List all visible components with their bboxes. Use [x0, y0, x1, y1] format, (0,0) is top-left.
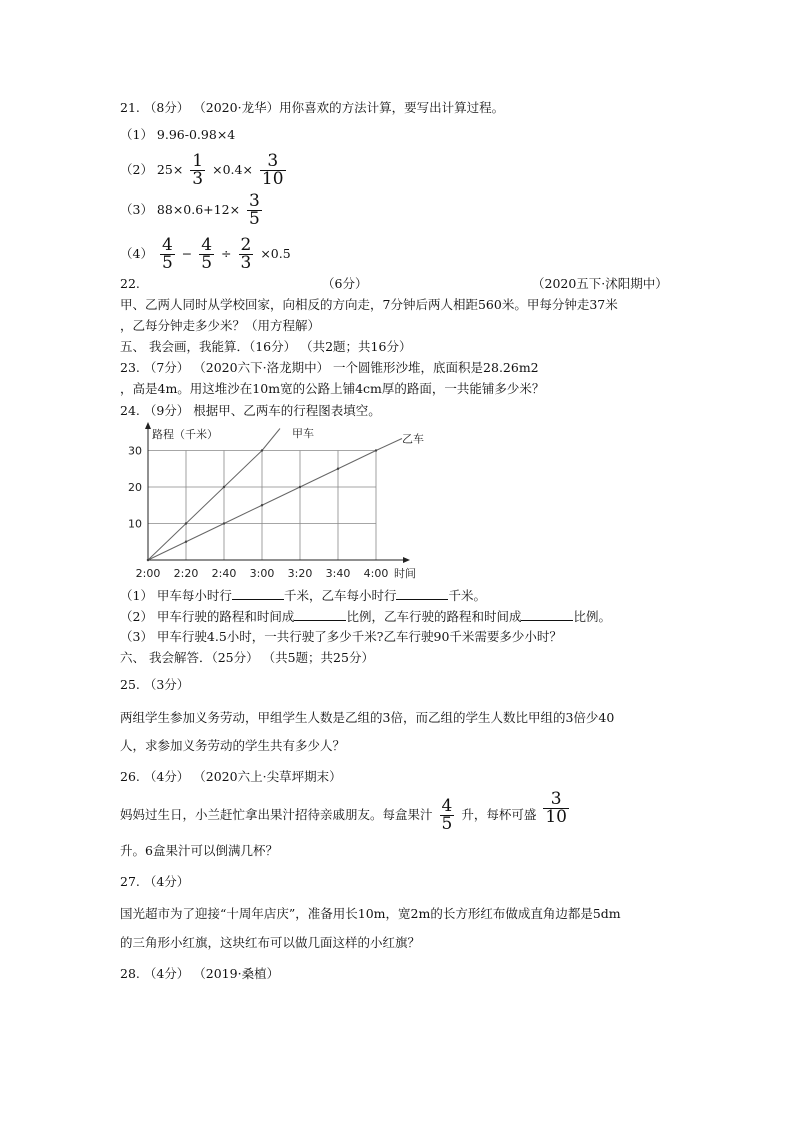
q25-header: 25. （3分） [120, 677, 190, 692]
q24-sub2: （2） 甲车行驶的路程和时间成 比例，乙车行驶的路程和时间成 比例。 [120, 609, 611, 624]
answer-blank[interactable] [232, 587, 284, 600]
fraction: $\frac{3}{10}$ [545, 789, 567, 827]
x-tick-label: 4:00 [363, 567, 389, 580]
q28-header: 28. （4分） （2019·桑植） [120, 966, 280, 981]
x-tick-label: 3:20 [287, 567, 313, 580]
data-point-yi [223, 522, 225, 524]
q26-header: 26. （4分） （2020六上·尖草坪期末） [120, 769, 342, 784]
x-tick-label: 2:40 [211, 567, 237, 580]
y-axis-label: 路程（千米） [152, 428, 218, 441]
y-tick-label: 30 [128, 444, 142, 458]
fraction: $\frac{4}{5}$ [201, 235, 213, 273]
q21-header: 21. （8分） （2020·龙华）用你喜欢的方法计算，要写出计算过程。 [120, 100, 505, 115]
data-point-yi [375, 449, 377, 451]
q25-line1: 两组学生参加义务劳动，甲组学生人数是乙组的3倍，而乙组的学生人数比甲组的3倍少40 [120, 710, 615, 725]
q23-line1: 23. （7分） （2020六下·洛龙期中） 一个圆锥形沙堆，底面积是28.26m2 [120, 360, 539, 375]
data-point-yi [185, 541, 187, 543]
x-axis-label: 时间 [394, 567, 416, 580]
x-tick-label: 3:00 [249, 567, 275, 580]
fraction: $\frac{3}{10}$ [261, 151, 284, 189]
fraction: $\frac{2}{3}$ [240, 235, 252, 273]
q21-part3: （3） 88×0.6+12× $\frac{3}{5}$ [120, 191, 260, 229]
y-axis-arrow [145, 422, 151, 429]
series-line-yi-extension [376, 439, 402, 451]
y-tick-label: 10 [128, 517, 142, 531]
data-point-yi [147, 559, 149, 561]
answer-blank[interactable] [396, 587, 448, 600]
fraction: $\frac{3}{5}$ [249, 191, 260, 229]
answer-blank[interactable] [521, 608, 573, 621]
x-tick-label: 2:20 [173, 567, 199, 580]
section-five-title: 五、 我会画，我能算．（16分） （共2题；共16分） [120, 339, 412, 354]
x-axis-arrow [403, 557, 410, 563]
q21-part2: （2） 25× $\frac{1}{3}$ ×0.4× $\frac{3}{10}$ [120, 151, 284, 189]
q27-line1: 国光超市为了迎接“十周年店庆”，准备用长10m，宽2m的长方形红布做成直角边都是5dm [120, 906, 621, 921]
q21-part4: （4） $\frac{4}{5}$ − $\frac{4}{5}$ ÷ $\frac{2}{3}$ ×0.5 [120, 235, 291, 273]
data-point-jia [185, 522, 187, 524]
section-six-title: 六、 我会解答．（25分） （共5题；共25分） [120, 650, 374, 665]
data-point-yi [299, 486, 301, 488]
legend-label-jia: 甲车 [292, 427, 314, 440]
q24-sub3: （3） 甲车行驶4.5小时，一共行驶了多少千米?乙车行驶90千米需要多少小时？ [120, 629, 562, 644]
q27-header: 27. （4分） [120, 874, 190, 889]
fraction: $\frac{4}{5}$ [161, 235, 173, 273]
y-tick-label: 20 [128, 481, 142, 494]
q22-line1: 甲、乙两人同时从学校回家，向相反的方向走，7分钟后两人相距560米。甲每分钟走37米 [120, 297, 618, 312]
q22-number: 22. [120, 276, 140, 291]
q27-line2: 的三角形小红旗，这块红布可以做几面这样的小红旗？ [120, 935, 421, 950]
data-point-jia [223, 486, 225, 488]
q26-line1: 妈妈过生日，小兰赶忙拿出果汁招待亲戚朋友。每盒果汁 $\frac{4}{5}$ 升，每杯可盛 $\frac{3}{10}$ [120, 789, 567, 834]
q26-line2: 升。6盒果汁可以倒满几杯？ [120, 843, 278, 858]
x-tick-label: 2:00 [135, 567, 161, 580]
series-line-jia-extension [262, 429, 280, 451]
q22-source: （2020五下·沭阳期中） [532, 276, 668, 291]
q24-header: 24. （9分） 根据甲、乙两车的行程图表填空。 [120, 403, 381, 418]
data-point-yi [261, 504, 263, 506]
data-point-yi [337, 468, 339, 470]
q21-part1: （1） 9.96-0.98×4 [120, 127, 236, 142]
answer-blank[interactable] [294, 608, 346, 621]
q25-line2: 人，求参加义务劳动的学生共有多少人？ [120, 738, 346, 753]
x-tick-label: 3:40 [325, 567, 351, 580]
q22-score: （6分） [322, 276, 368, 291]
data-point-jia [261, 449, 263, 451]
q23-line2: ，高是4m。用这堆沙在10m宽的公路上铺4cm厚的路面，一共能铺多少米？ [120, 381, 545, 396]
chart-lines [147, 429, 402, 562]
q22-line2: ，乙每分钟走多少米？（用方程解） [120, 318, 321, 333]
fraction: $\frac{4}{5}$ [441, 796, 453, 834]
travel-chart [128, 422, 438, 582]
fraction: $\frac{1}{3}$ [192, 151, 204, 189]
legend-label-yi: 乙车 [402, 432, 424, 446]
chart-labels [128, 427, 424, 580]
series-line-jia [148, 451, 262, 561]
q24-sub1: （1） 甲车每小时行 千米，乙车每小时行 千米。 [120, 588, 486, 603]
